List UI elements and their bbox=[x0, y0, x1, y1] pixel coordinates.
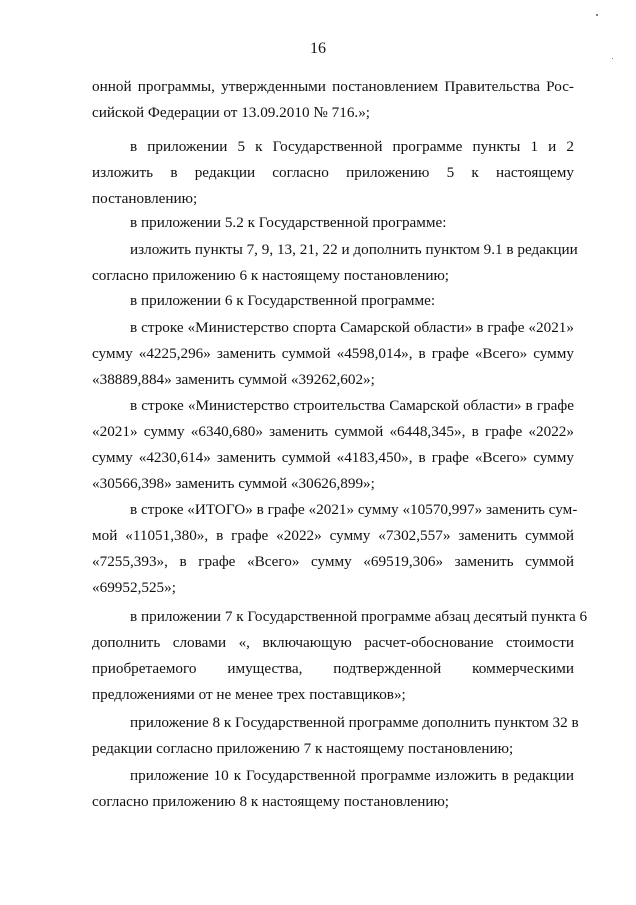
text-line: изложить пункты 7, 9, 13, 21, 22 и дополнить пунктом 9.1 в редакции bbox=[130, 241, 578, 258]
text-line: дополнить словами «, включающую расчет-обоснование стоимости bbox=[92, 634, 574, 651]
text-line: «30566,398» заменить суммой «30626,899»; bbox=[92, 475, 375, 492]
scan-speck bbox=[596, 14, 598, 16]
text-line: в приложении 7 к Государственной программе абзац десятый пункта 6 bbox=[130, 608, 588, 625]
text-line: постановлению; bbox=[92, 190, 198, 207]
text-line: согласно приложению 8 к настоящему постановлению; bbox=[92, 793, 450, 810]
text-line: в приложении 5.2 к Государственной программе: bbox=[130, 214, 447, 231]
page-number: 16 bbox=[310, 40, 326, 57]
text-line: онной программы, утвержденными постановлением Правительства Рос- bbox=[92, 78, 574, 95]
text-line: в приложении 5 к Государственной программе пункты 1 и 2 bbox=[130, 138, 574, 155]
text-line: сийской Федерации от 13.09.2010 № 716.»; bbox=[92, 104, 371, 121]
text-line: сумму «4230,614» заменить суммой «4183,450», в графе «Всего» сумму bbox=[92, 449, 574, 466]
text-line: в приложении 6 к Государственной программе: bbox=[130, 292, 436, 309]
text-line: приложение 10 к Государственной программе изложить в редакции bbox=[130, 767, 574, 784]
text-line: «2021» сумму «6340,680» заменить суммой «6448,345», в графе «2022» bbox=[92, 423, 574, 440]
text-line: редакции согласно приложению 7 к настоящему постановлению; bbox=[92, 740, 514, 757]
text-line: приложение 8 к Государственной программе дополнить пунктом 32 в bbox=[130, 714, 579, 731]
text-line: в строке «ИТОГО» в графе «2021» сумму «10570,997» заменить сум- bbox=[130, 501, 578, 518]
text-line: сумму «4225,296» заменить суммой «4598,014», в графе «Всего» сумму bbox=[92, 345, 574, 362]
scan-speck bbox=[612, 58, 613, 59]
text-line: «69952,525»; bbox=[92, 579, 176, 596]
text-line: мой «11051,380», в графе «2022» сумму «7302,557» заменить суммой bbox=[92, 527, 574, 544]
text-line: в строке «Министерство спорта Самарской области» в графе «2021» bbox=[130, 319, 574, 336]
text-line: в строке «Министерство строительства Самарской области» в графе bbox=[130, 397, 574, 414]
text-line: предложениями от не менее трех поставщиков»; bbox=[92, 686, 406, 703]
text-line: приобретаемого имущества, подтвержденной коммерческими bbox=[92, 660, 574, 677]
text-line: «7255,393», в графе «Всего» сумму «69519,306» заменить суммой bbox=[92, 553, 574, 570]
text-line: согласно приложению 6 к настоящему постановлению; bbox=[92, 267, 450, 284]
text-line: изложить в редакции согласно приложению 5 к настоящему bbox=[92, 164, 574, 181]
text-line: «38889,884» заменить суммой «39262,602»; bbox=[92, 371, 375, 388]
